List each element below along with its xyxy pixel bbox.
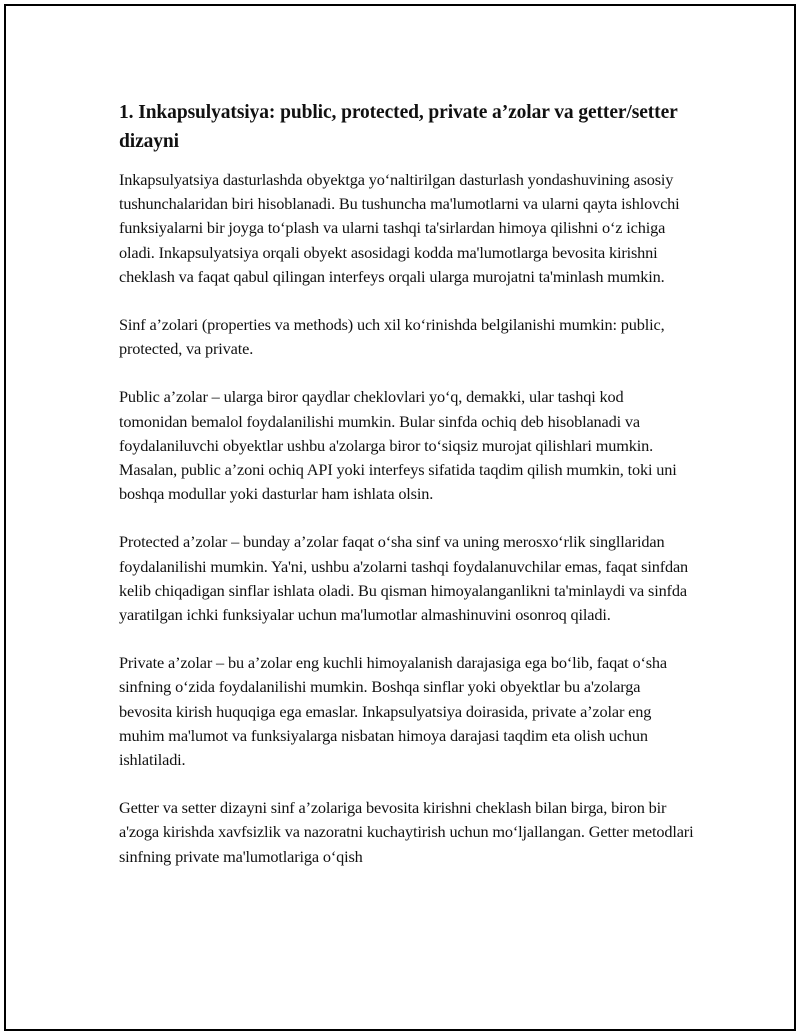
paragraph-private: Private a’zolar – bu a’zolar eng kuchli himoyalanish darajasiga ega bo‘lib, faqat o‘sha sinfning o‘zida foydalanilishi mumkin. Boshqa sinflar yoki obyektlar bu a'zolarga bevosita kirish huquqiga ega emaslar. Inkapsulyatsiya doirasida, private a’zolar eng muhim ma'lumot va funksiyalarga nisbatan himoya darajasi taqdim eta olish uchun ishlatiladi. bbox=[119, 653, 667, 770]
paragraph-intro: Inkapsulyatsiya dasturlashda obyektga yo‘naltirilgan dasturlash yondashuvining asosiy tushunchalaridan biri hisoblanadi. Bu tushuncha ma'lumotlarni va ularni qayta ishlovchi funksiyalarni bir joyga to‘plash va ularni tashqi ta'sirlardan himoya qilishni o‘z ichiga oladi. Inkapsulyatsiya orqali obyekt asosidagi kodda ma'lumotlarga bevosita kirishni cheklash va faqat qabul qilingan interfeys orqali ularga murojatni ta'minlash mumkin. bbox=[119, 170, 680, 286]
paragraph-getter-setter: Getter va setter dizayni sinf a’zolariga bevosita kirishni cheklash bilan birga, biron bir a'zoga kirishda xavfsizlik va nazoratni kuchaytirish uchun mo‘ljallangan. Getter metodlari sinfning private ma'lumotlariga o‘qish bbox=[119, 798, 694, 866]
paragraph-protected: Protected a’zolar – bunday a’zolar faqat o‘sha sinf va uning merosxo‘rlik singllaridan foydalanilishi mumkin. Ya'ni, ushbu a'zolarni tashqi foydalanuvchilar emas, faqat sinfdan kelib chiqadigan sinflar ishlata oladi. Bu qisman himoyalanganlikni ta'minlaydi va sinfda yaratilgan ichki funksiyalar uchun ma'lumotlar almashinuvini osonroq qiladi. bbox=[119, 532, 689, 625]
section-title: 1. Inkapsulyatsiya: public, protected, private a’zolar va getter/setter dizayni bbox=[119, 102, 678, 152]
page-frame bbox=[4, 4, 796, 1031]
paragraph-member-types: Sinf a’zolari (properties va methods) uch xil ko‘rinishda belgilanishi mumkin: public, protected, va private. bbox=[119, 315, 665, 359]
document-body bbox=[119, 98, 694, 893]
paragraph-public: Public a’zolar – ularga biror qaydlar cheklovlari yo‘q, demakki, ular tashqi kod tomonidan bemalol foydalanilishi mumkin. Bular sinfda ochiq deb hisoblanadi va foydalaniluvchi obyektlar ushbu a'zolarga biror to‘siqsiz murojat qilishlari mumkin. Masalan, public a’zoni ochiq API yoki interfeys sifatida taqdim qilish mumkin, toki uni boshqa modullar yoki dasturlar ham ishlata olsin. bbox=[119, 387, 677, 504]
